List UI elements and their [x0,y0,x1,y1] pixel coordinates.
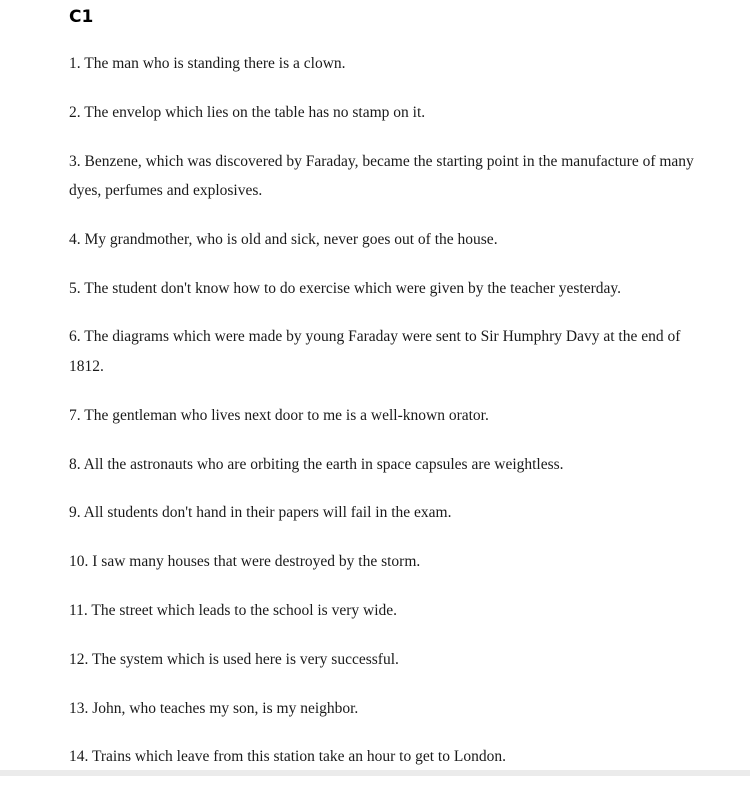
sentence-10: 10. I saw many houses that were destroyed by the storm. [69,553,421,571]
sentence-9: 9. All students don't hand in their papers will fail in the exam. [69,504,452,522]
sentence-5: 5. The student don't know how to do exercise which were given by the teacher yesterday. [69,279,622,297]
sentence-1: 1. The man who is standing there is a clown. [69,55,346,72]
sentence-13: 13. John, who teaches my son, is my neighbor. [69,699,359,717]
page-bottom-edge [0,770,750,776]
sentence-11: 11. The street which leads to the school is very wide. [69,601,398,619]
sentence-list [69,49,709,791]
sentence-6: 6. The diagrams which were made by young Faraday were sent to Sir Humphry Davy at the end of 1812. [69,328,681,375]
sentence-2: 2. The envelop which lies on the table has no stamp on it. [69,103,426,121]
page-title: C1 [69,7,94,27]
sentence-7: 7. The gentleman who lives next door to me is a well-known orator. [69,406,489,424]
sentence-12: 12. The system which is used here is very successful. [69,650,399,668]
sentence-14: 14. Trains which leave from this station take an hour to get to London. [69,748,506,766]
sentence-8: 8. All the astronauts who are orbiting the earth in space capsules are weightless. [69,455,564,473]
sentence-4: 4. My grandmother, who is old and sick, never goes out of the house. [69,230,498,248]
sentence-3: 3. Benzene, which was discovered by Faraday, became the starting point in the manufacture of many dyes, perfumes and explosives. [69,152,694,200]
